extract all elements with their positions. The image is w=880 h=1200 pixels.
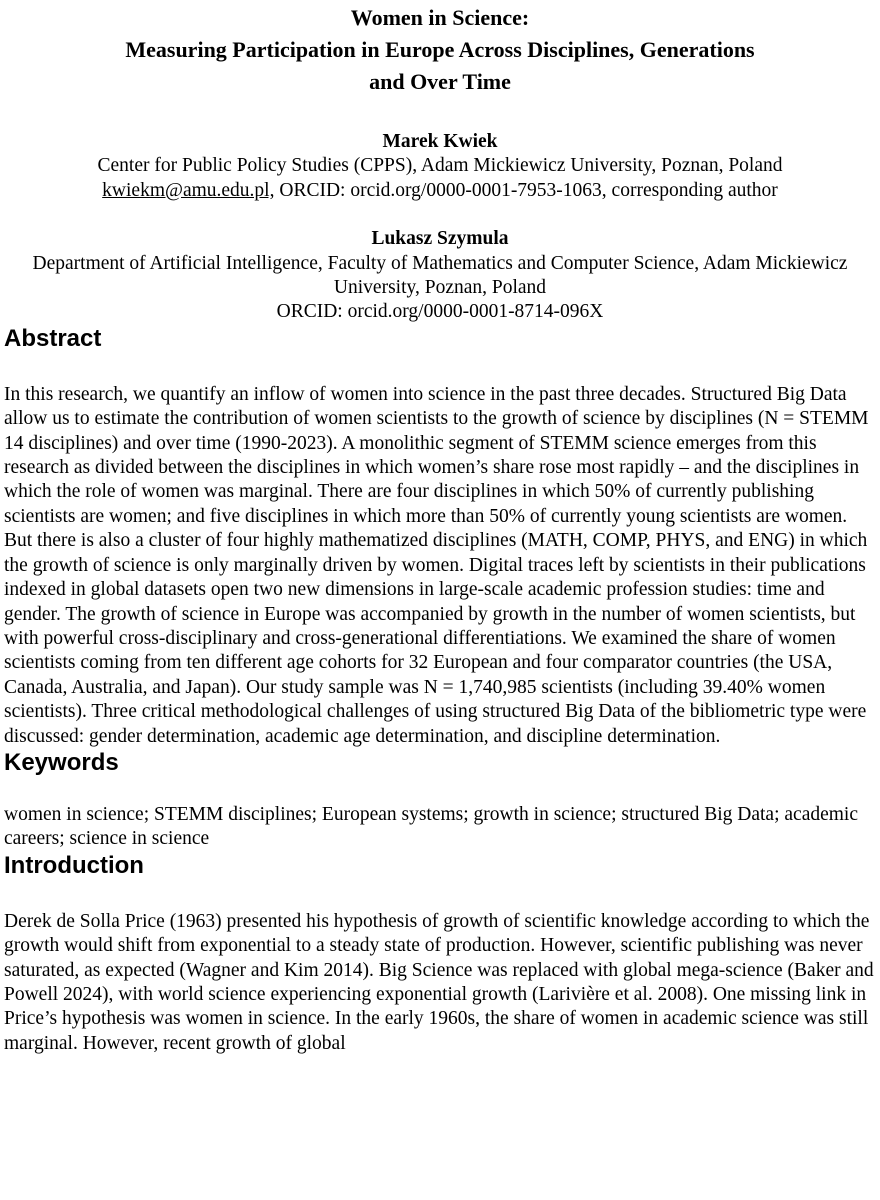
paper-title xyxy=(4,2,876,98)
paper-title-line-1: Women in Science: xyxy=(350,5,530,30)
abstract-paragraph: In this research, we quantify an inflow of women into science in the past three decades. Structured Big Data allow us to estimate the contribution of women scientists to the growth of science by disciplines (N = STEMM 14 disciplines) and over time (1990-2023). A monolithic segment of STEMM science emerges from this research as divided between the disciplines in which women’s share rose most rapidly – and the disciplines in which the role of women was marginal. There are four disciplines in which 50% of currently publishing scientists are women; and five disciplines in which more than 50% of currently young scientists are women. But there is also a cluster of four highly mathematized disciplines (MATH, COMP, PHYS, and ENG) in which the growth of science is only marginally driven by women. Digital traces left by scientists in their publications indexed in global datasets open two new dimensions in large-scale academic profession studies: time and gender. The growth of science in Europe was accompanied by growth in the number of women scientists, but with powerful cross-disciplinary and cross-generational differentiations. We examined the share of women scientists coming from ten different age cohorts for 32 European and four comparator countries (the USA, Canada, Australia, and Japan). Our study sample was N = 1,740,985 scientists (including 39.40% women scientists). Three critical methodological challenges of using structured Big Data of the bibliometric type were discussed: gender determination, academic age determination, and discipline determination. xyxy=(4,383,869,747)
introduction-heading: Introduction xyxy=(4,851,144,879)
author-block-2 xyxy=(4,227,876,325)
introduction-paragraph: Derek de Solla Price (1963) presented his hypothesis of growth of scientific knowledge according to which the growth would shift from exponential to a steady state of production. However, scientific publishing was never saturated, as expected (Wagner and Kim 2014). Big Science was replaced with global mega-science (Baker and Powell 2024), with world science experiencing exponential growth (Larivière et al. 2008). One missing link in Price’s hypothesis was women in science. In the early 1960s, the share of women in academic science was still marginal. However, recent growth of global xyxy=(4,910,874,1054)
keywords-paragraph: women in science; STEMM disciplines; European systems; growth in science; structured Big Data; academic careers; science in science xyxy=(4,803,858,850)
abstract-heading: Abstract xyxy=(4,324,102,352)
paper-title-line-3: and Over Time xyxy=(369,69,511,94)
author-block-1 xyxy=(4,130,876,203)
email-link[interactable]: kwiekm@amu.edu.pl, xyxy=(102,179,275,201)
author-2-name: Lukasz Szymula xyxy=(371,228,509,250)
author-1-contact-line xyxy=(4,179,876,203)
paper-title-line-2: Measuring Participation in Europe Across Disciplines, Generations xyxy=(125,37,755,62)
author-1-orcid: ORCID: orcid.org/0000-0001-7953-1063, corresponding author xyxy=(274,179,778,201)
keywords-heading: Keywords xyxy=(4,748,119,776)
author-1-name: Marek Kwiek xyxy=(382,131,498,152)
author-2-affiliation: Department of Artificial Intelligence, Faculty of Mathematics and Computer Science, Adam Mickiewicz University, Poznan, Poland xyxy=(32,252,848,299)
author-1-affiliation: Center for Public Policy Studies (CPPS), Adam Mickiewicz University, Poznan, Poland xyxy=(97,155,783,177)
author-2-orcid: ORCID: orcid.org/0000-0001-8714-096X xyxy=(276,301,604,323)
